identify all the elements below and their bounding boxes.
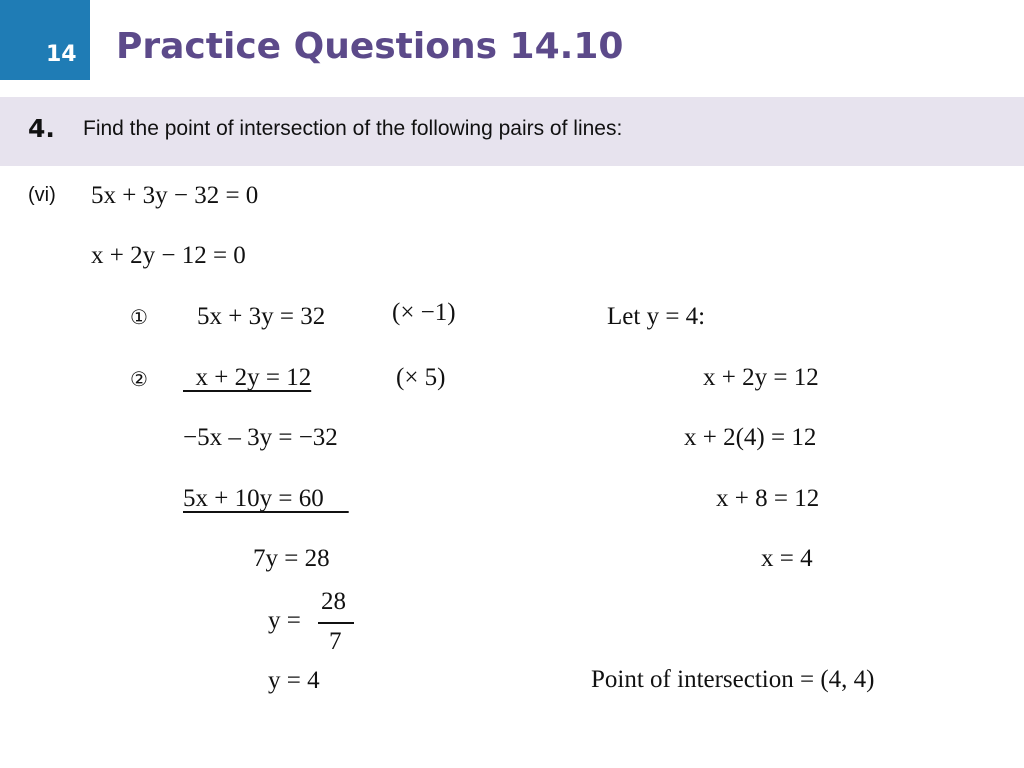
x-result: x = 4 <box>761 545 813 572</box>
fraction-denominator: 7 <box>329 628 342 655</box>
line-2-equation: x + 2y − 12 = 0 <box>91 242 246 269</box>
chapter-badge <box>0 0 90 80</box>
substitution-step-3: x + 8 = 12 <box>716 485 820 512</box>
equation-2: x + 2y = 12 <box>183 364 312 391</box>
scaled-equation-2: 5x + 10y = 60 <box>183 485 349 512</box>
multiplier-1: (× −1) <box>392 299 456 326</box>
final-answer: Point of intersection = (4, 4) <box>591 666 875 693</box>
y-result: y = 4 <box>268 667 320 694</box>
question-number: 4. <box>28 114 55 143</box>
line-1-equation: 5x + 3y − 32 = 0 <box>91 182 259 209</box>
equation-2-marker: ② <box>130 367 148 391</box>
substitution-step-2: x + 2(4) = 12 <box>684 424 817 451</box>
chapter-number: 14 <box>46 42 77 67</box>
fraction-numerator: 28 <box>321 588 346 615</box>
equation-1: 5x + 3y = 32 <box>197 303 326 330</box>
page-title: Practice Questions 14.10 <box>116 26 624 67</box>
sum-equation: 7y = 28 <box>253 545 330 572</box>
fraction-lhs: y = <box>268 607 301 634</box>
fraction-bar <box>318 622 354 624</box>
question-text: Find the point of intersection of the following pairs of lines: <box>83 117 623 140</box>
equation-1-marker: ① <box>130 305 148 329</box>
part-label: (vi) <box>28 184 56 206</box>
substitution-intro: Let y = 4: <box>607 303 706 330</box>
multiplier-2: (× 5) <box>396 364 446 391</box>
scaled-equation-1: −5x – 3y = −32 <box>183 424 338 451</box>
substitution-step-1: x + 2y = 12 <box>703 364 819 391</box>
